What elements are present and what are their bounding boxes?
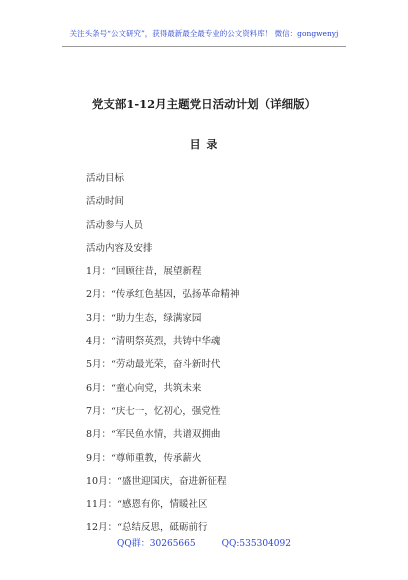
document-title: 党支部1-12月主题党日活动计划（详细版） — [91, 97, 317, 111]
toc-item: 4月：“清明祭英烈，共铸中华魂 — [86, 336, 221, 348]
toc-item: 10月：“盛世迎国庆，奋进新征程 — [86, 475, 227, 487]
toc-heading: 目 录 — [189, 138, 219, 151]
header-divider — [62, 46, 346, 47]
toc-item: 6月：“童心向党，共筑未来 — [86, 382, 202, 394]
toc-item: 2月：“传承红色基因，弘扬革命精神 — [86, 289, 240, 301]
toc-item: 活动时间 — [86, 196, 125, 208]
toc-item: 3月：“助力生态，绿满家园 — [86, 312, 202, 324]
qq-number: QQ:535304092 — [221, 539, 291, 549]
toc-item: 活动内容及安排 — [86, 242, 153, 254]
toc-item: 8月：“军民鱼水情，共谱双拥曲 — [86, 429, 221, 441]
header-promo-note: 关注头条号“公文研究”，获得最新最全最专业的公文资料库！ 微信：gongwenyj — [69, 29, 339, 38]
toc-item: 5月：“劳动最光荣，奋斗新时代 — [86, 359, 221, 371]
toc-item: 7月：“庆七一，忆初心，强党性 — [86, 405, 221, 417]
table-of-contents — [86, 170, 239, 543]
toc-item: 11月：“感恩有你，情暖社区 — [86, 499, 208, 511]
toc-item: 1月：“回顾往昔，展望新程 — [86, 266, 202, 278]
toc-item: 12月：“总结反思，砥砺前行 — [86, 522, 208, 534]
footer-contact — [0, 536, 408, 549]
qq-group-number: QQ群：30265665 — [117, 539, 196, 549]
toc-item: 活动参与人员 — [86, 219, 144, 231]
toc-item: 活动目标 — [86, 173, 125, 184]
toc-item: 9月：“尊师重教，传承薪火 — [86, 452, 202, 464]
